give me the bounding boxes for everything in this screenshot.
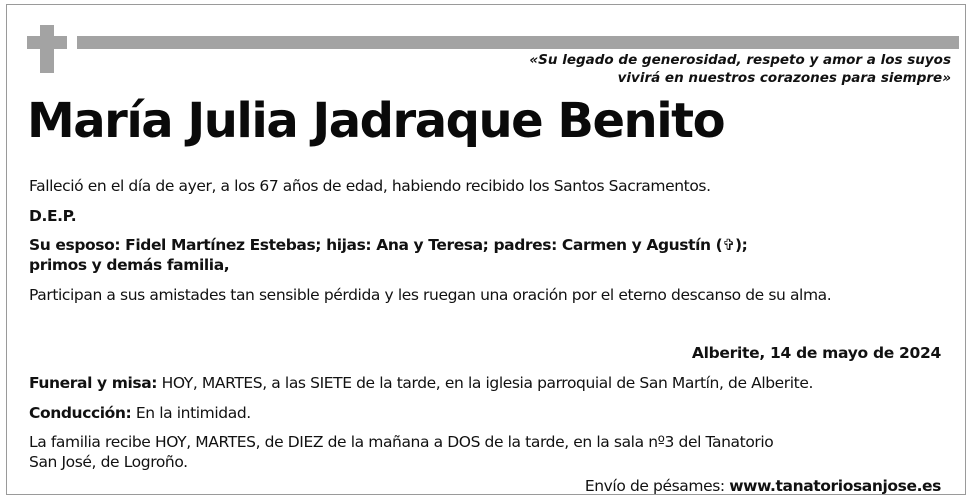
- family-line-1: Su esposo: Fidel Martínez Estebas; hijas: Ana y Teresa; padres: Carmen y Agustín (✞);: [29, 236, 748, 254]
- funeral-info: [29, 373, 813, 393]
- conduction-text: En la intimidad.: [131, 404, 251, 422]
- obituary-card: [6, 4, 966, 495]
- conduction-label: Conducción:: [29, 404, 132, 422]
- family-line-2: primos y demás familia,: [29, 256, 230, 274]
- cross-icon: [27, 25, 67, 73]
- death-notice: Falleció en el día de ayer, a los 67 años de edad, habiendo recibido los Santos Sacramentos.: [29, 177, 711, 195]
- condolences-footer: [585, 476, 941, 496]
- funeral-text: HOY, MARTES, a las SIETE de la tarde, en la iglesia parroquial de San Martín, de Alberite.: [157, 374, 814, 392]
- website-link[interactable]: www.tanatoriosanjose.es: [729, 477, 941, 495]
- rip-text: D.E.P.: [29, 207, 77, 225]
- deceased-name: María Julia Jadraque Benito: [27, 93, 725, 149]
- place-date: Alberite, 14 de mayo de 2024: [691, 344, 941, 362]
- funeral-label: Funeral y misa:: [29, 374, 158, 392]
- epitaph-quote: [331, 51, 951, 87]
- condolences-label: Envío de pésames:: [584, 477, 730, 495]
- reception-line-1: La familia recibe HOY, MARTES, de DIEZ de la mañana a DOS de la tarde, en la sala nº3 del Tanatorio: [29, 433, 774, 451]
- invitation-text: Participan a sus amistades tan sensible pérdida y les ruegan una oración por el eterno descanso de su alma.: [29, 286, 832, 304]
- header-bar: [77, 36, 959, 49]
- conduction-info: [29, 403, 251, 423]
- quote-line-2: vivirá en nuestros corazones para siempre»: [617, 70, 951, 86]
- reception-line-2: San José, de Logroño.: [29, 453, 188, 471]
- quote-line-1: «Su legado de generosidad, respeto y amor a los suyos: [529, 52, 951, 68]
